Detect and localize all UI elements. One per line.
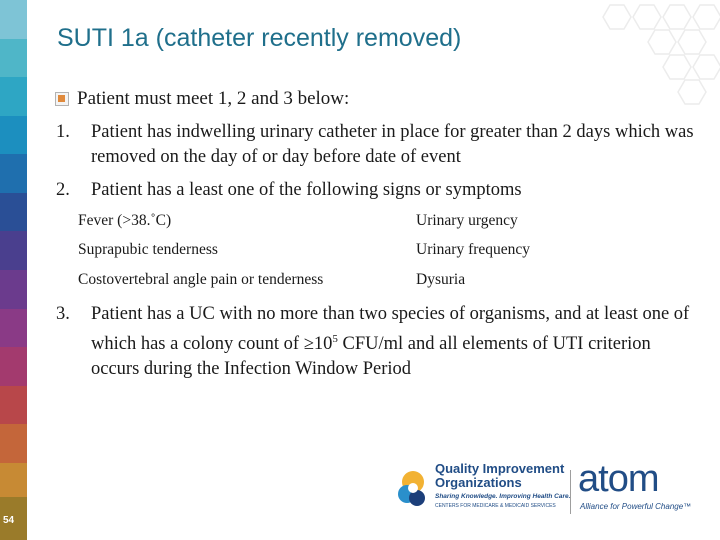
atom-tagline: Alliance for Powerful Change™ (580, 502, 692, 511)
qio-name-line2: Organizations (435, 475, 522, 490)
qio-name-line1: Quality Improvement (435, 461, 565, 476)
intro-bullet (55, 88, 349, 110)
criterion-text: Patient has a least one of the following signs or symptoms (91, 180, 522, 200)
criterion-number: 2. (56, 180, 70, 200)
criterion-number: 1. (56, 122, 70, 142)
qio-tagline: Sharing Knowledge. Improving Health Care. (435, 493, 571, 500)
stripe-segment (0, 231, 27, 270)
stripe-segment (0, 424, 27, 463)
stripe-segment (0, 116, 27, 155)
criterion-text: Patient has indwelling urinary catheter in place for greater than 2 days which was removed on the day of or day before date of event (91, 122, 694, 167)
stripe-segment (0, 39, 27, 78)
bullet-square-icon (55, 92, 69, 106)
stripe-segment (0, 463, 27, 502)
stripe-segment (0, 270, 27, 309)
qio-name (435, 462, 564, 490)
logo-divider (570, 470, 571, 514)
symptom-right: Urinary urgency (416, 212, 518, 229)
symptom-right: Dysuria (416, 271, 466, 288)
criterion-text-part: CFU/ml and all elements of UTI criterion occurs during the Infection Window Period (91, 334, 651, 380)
stripe-segment (0, 193, 27, 232)
page-number-badge (0, 497, 27, 540)
decorative-hexagon-pattern (530, 0, 720, 120)
atom-logo: atom (578, 458, 659, 500)
page-number: 54 (3, 515, 15, 526)
stripe-segment (0, 309, 27, 348)
slide-title: SUTI 1a (catheter recently removed) (57, 24, 462, 52)
symptom-left: Suprapubic tenderness (78, 241, 218, 258)
exponent: 5 (332, 333, 338, 345)
stripe-segment (0, 386, 27, 425)
symptom-right: Urinary frequency (416, 241, 531, 258)
symptom-left: Fever (>38.˚C) (78, 212, 172, 229)
criterion-number: 3. (56, 304, 70, 324)
left-color-stripe (0, 0, 27, 540)
qio-logo-icon (395, 468, 431, 512)
qio-subtitle: CENTERS FOR MEDICARE & MEDICAID SERVICES (435, 503, 556, 509)
intro-text: Patient must meet 1, 2 and 3 below: (77, 88, 350, 109)
stripe-segment (0, 0, 27, 39)
stripe-segment (0, 347, 27, 386)
criterion-text (91, 302, 701, 382)
stripe-segment (0, 77, 27, 116)
partner-logos (395, 458, 705, 530)
symptom-left: Costovertebral angle pain or tenderness (78, 271, 324, 288)
criterion-text-part: Patient has a UC with no more than two species of organisms, and at least one of which has a colony count of ≥10 (91, 304, 690, 355)
stripe-segment (0, 154, 27, 193)
